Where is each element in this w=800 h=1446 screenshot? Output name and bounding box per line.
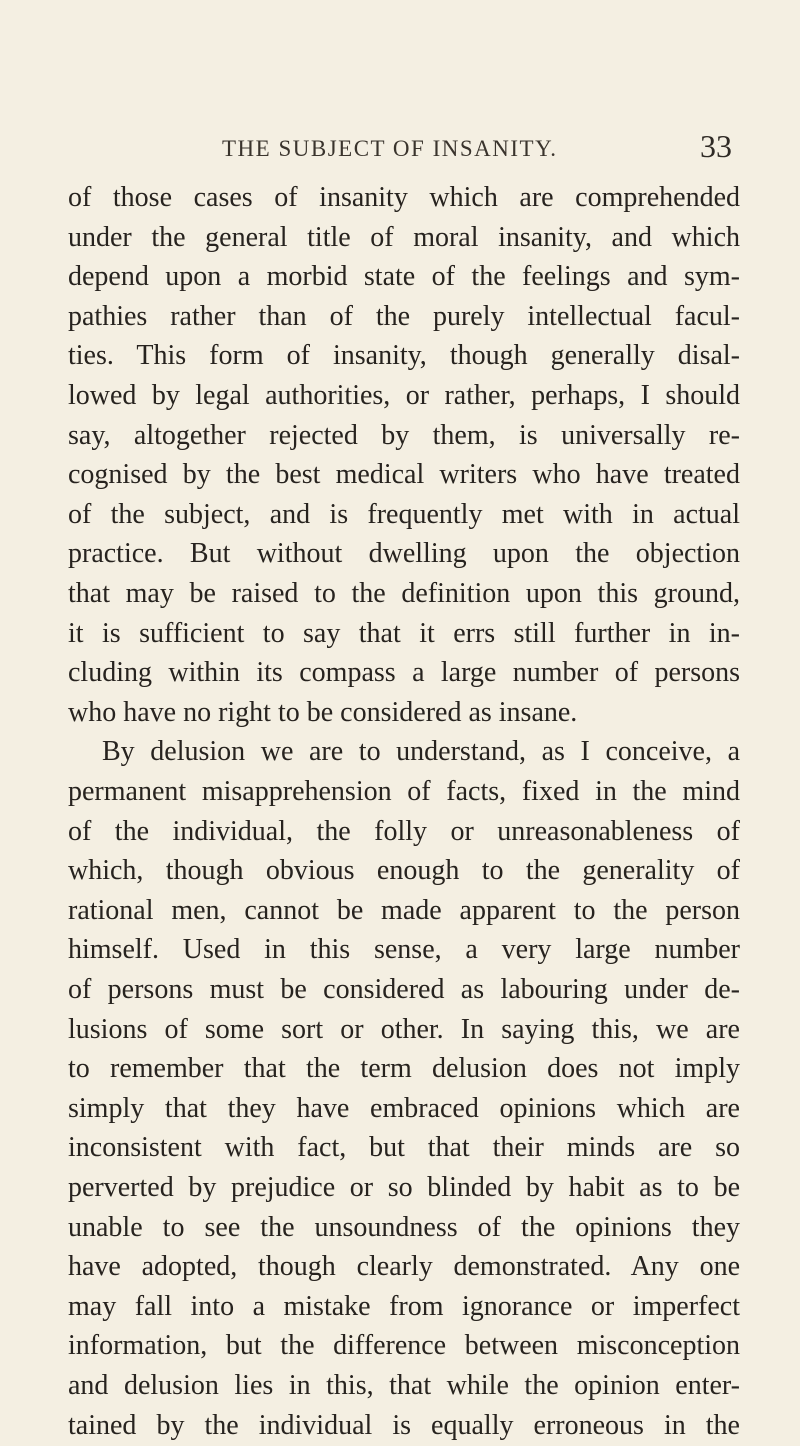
text-line: lowed by legal authorities, or rather, perhaps, I should [68,380,740,411]
text-line: himself. Used in this sense, a very large number [68,934,740,966]
text-line: which, though obvious enough to the generality of [68,855,740,887]
text-line: permanent misapprehension of facts, fixed in the mind [68,776,740,807]
text-line: may fall into a mistake from ignorance or imperfect [68,1290,740,1322]
text-line: pathies rather than of the purely intellectual facul- [68,300,740,332]
text-line: information, but the difference between misconception [68,1330,740,1362]
text-line: have adopted, though clearly demonstrated. Any one [68,1251,740,1283]
text-line: cluding within its compass a large number of persons [68,657,740,689]
text-line: that may be raised to the definition upon this ground, [68,578,740,609]
text-line: tained by the individual is equally erroneous in the [68,1409,740,1441]
running-head-title: THE SUBJECT OF INSANITY. [222,136,558,161]
text-line: lusions of some sort or other. In saying this, we are [68,1013,740,1045]
text-line: ties. This form of insanity, though generally disal- [68,340,740,372]
text-line: say, altogether rejected by them, is universally re- [68,419,740,451]
text-line: of those cases of insanity which are comprehended [68,182,740,213]
text-line: practice. But without dwelling upon the objection [68,538,740,570]
text-line: and delusion lies in this, that while the opinion enter- [68,1370,740,1401]
text-line: depend upon a morbid state of the feelings and sym- [68,261,740,293]
text-line: rational men, cannot be made apparent to the person [68,894,740,926]
text-line: perverted by prejudice or so blinded by habit as to be [68,1172,740,1203]
text-line: inconsistent with fact, but that their minds are so [68,1132,740,1164]
text-line: unable to see the unsoundness of the opinions they [68,1211,740,1243]
text-line: of the individual, the folly or unreasonableness of [68,815,740,847]
text-line: of persons must be considered as labouring under de- [68,974,740,1005]
page-number: 33 [700,128,732,164]
text-line: simply that they have embraced opinions which are [68,1092,740,1124]
text-line: to remember that the term delusion does not imply [68,1053,740,1085]
text-line: By delusion we are to understand, as I conceive, a [102,736,740,768]
running-head [0,128,800,172]
text-line: of the subject, and is frequently met with in actual [68,498,740,530]
text-line: under the general title of moral insanity, and which [68,221,740,253]
text-line: it is sufficient to say that it errs still further in in- [68,617,740,649]
text-line: who have no right to be considered as insane. [68,696,578,728]
text-line: cognised by the best medical writers who have treated [68,459,740,491]
